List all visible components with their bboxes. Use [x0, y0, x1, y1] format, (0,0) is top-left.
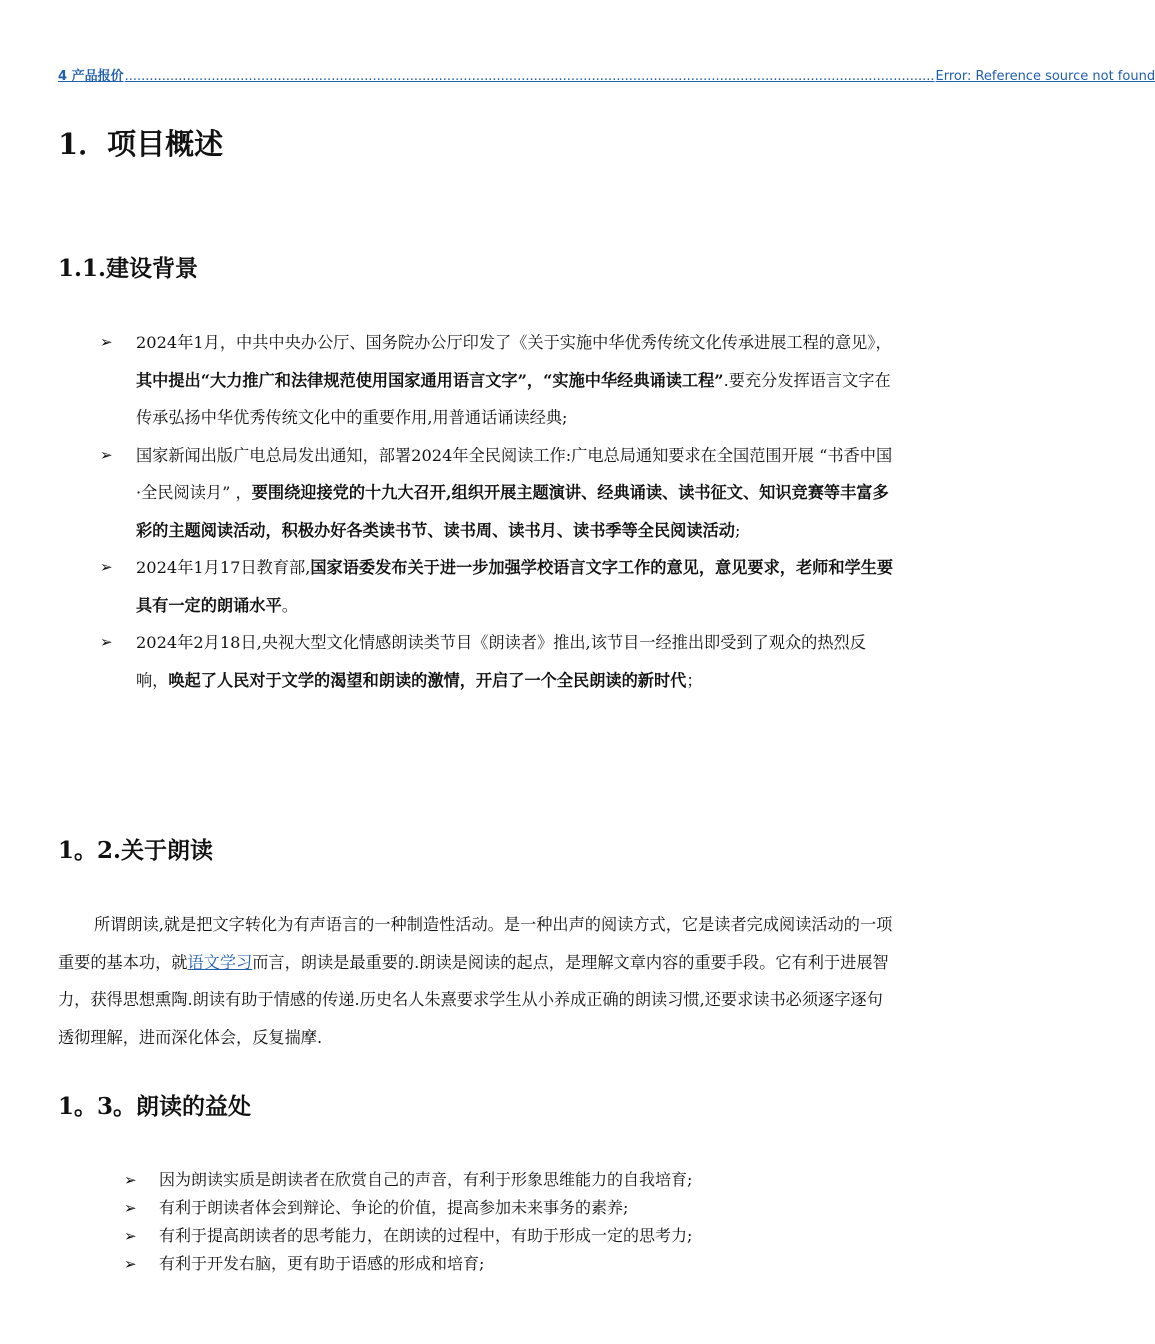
about-reading-paragraph: 所谓朗读,就是把文字转化为有声语言的一种制造性活动。是一种出声的阅读方式，它是读者完成阅读活动的一项重要的基本功，就语文学习而言，朗读是最重要的.朗读是阅读的起点，是理解文章内容的重要手段。它有利于进展智力，获得思想熏陶.朗读有助于情感的传递.历史名人朱熹要求学生从小养成正确的朗读习惯,还要求读书必须逐字逐句透彻理解，进而深化体会，反复揣摩. [58, 915, 893, 1048]
toc-entry-link[interactable] [58, 64, 1155, 84]
list-item: ➢ 因为朗读实质是朗读者在欣赏自己的声音，有利于形象思维能力的自我培育; [124, 1166, 884, 1194]
section-heading-about-reading: 1。2.关于朗读 [58, 837, 214, 864]
arrowhead-bullet-icon: ➢ [124, 1255, 137, 1273]
list-item: ➢ 国家新闻出版广电总局发出通知，部署2024年全民阅读工作:广电总局通知要求在全国范围开展 “书香中国·全民阅读月” ，要围绕迎接党的十九大召开,组织开展主题演讲、经典诵读、读书征文、知识竞赛等丰富多彩的主题阅读活动，积极办好各类读书节、读书周、读书月、读书季等全民阅读活动; [100, 437, 896, 550]
section-heading-background: 1.1.建设背景 [58, 255, 199, 282]
section-heading-benefits: 1。3。朗读的益处 [58, 1093, 252, 1120]
toc-leader-dots: .................................................................................................................................................................................................... [124, 69, 935, 84]
benefits-bullet-list [124, 1166, 884, 1278]
list-item: ➢ 有利于开发右脑，更有助于语感的形成和培育; [124, 1250, 884, 1278]
toc-page-reference: Error: Reference source not found [935, 69, 1155, 84]
chinese-learning-link[interactable]: 语文学习 [187, 952, 253, 972]
arrowhead-bullet-icon: ➢ [124, 1199, 137, 1217]
toc-entry-title: 4 产品报价 [58, 69, 124, 84]
list-item: ➢ 2024年2月18日,央视大型文化情感朗读类节目《朗读者》推出,该节目一经推出即受到了观众的热烈反响，唤起了人民对于文学的渴望和朗读的激情，开启了一个全民朗读的新时代； [100, 624, 896, 699]
background-bullet-list [100, 324, 896, 699]
arrowhead-bullet-icon: ➢ [124, 1171, 137, 1189]
arrowhead-bullet-icon: ➢ [100, 633, 113, 651]
list-item: ➢ 有利于朗读者体会到辩论、争论的价值，提高参加未来事务的素养; [124, 1194, 884, 1222]
arrowhead-bullet-icon: ➢ [124, 1227, 137, 1245]
main-heading: 1．项目概述 [58, 127, 224, 161]
list-item: ➢ 2024年1月17日教育部,国家语委发布关于进一步加强学校语言文字工作的意见，意见要求，老师和学生要具有一定的朗诵水平。 [100, 549, 896, 624]
arrowhead-bullet-icon: ➢ [100, 333, 113, 351]
list-item: ➢ 2024年1月，中共中央办公厅、国务院办公厅印发了《关于实施中华优秀传统文化传承进展工程的意见》，其中提出“大力推广和法律规范使用国家通用语言文字”，“实施中华经典诵读工程”.要充分发挥语言文字在传承弘扬中华优秀传统文化中的重要作用,用普通话诵读经典; [100, 324, 896, 437]
list-item: ➢ 有利于提高朗读者的思考能力，在朗读的过程中，有助于形成一定的思考力; [124, 1222, 884, 1250]
arrowhead-bullet-icon: ➢ [100, 445, 113, 464]
arrowhead-bullet-icon: ➢ [100, 558, 113, 576]
